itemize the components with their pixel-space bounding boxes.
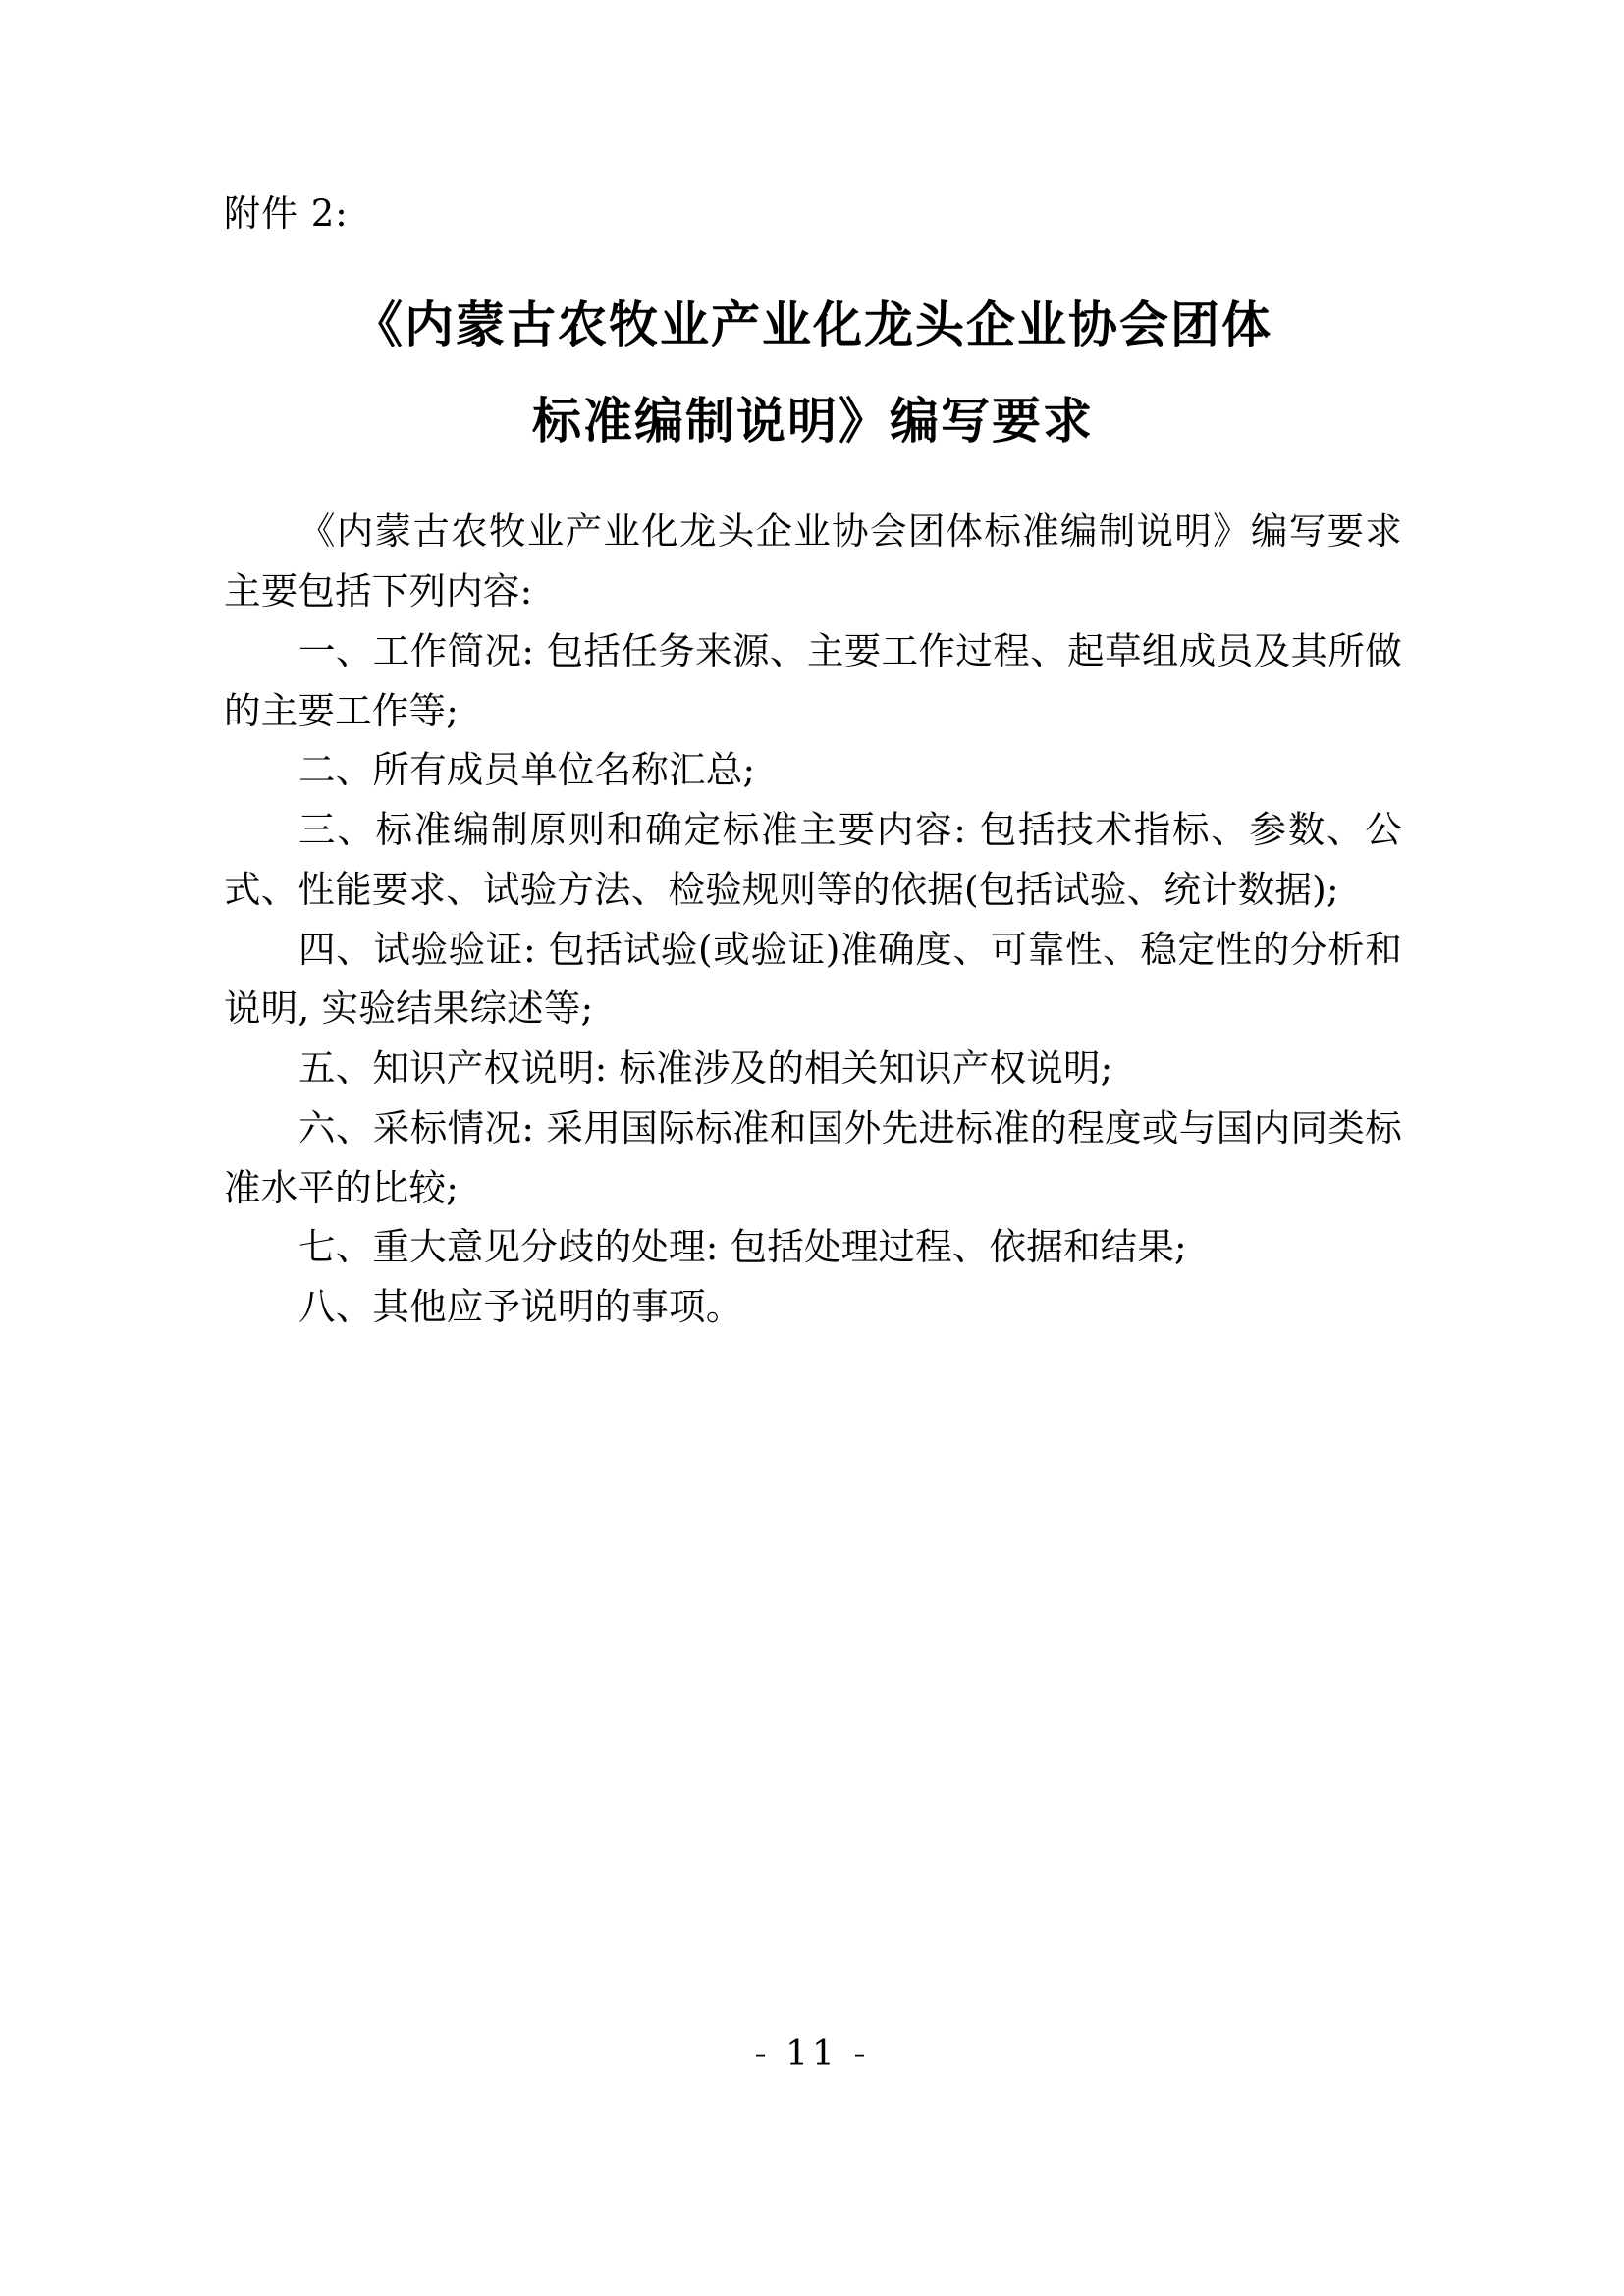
paragraph: 一、工作简况: 包括任务来源、主要工作过程、起草组成员及其所做的主要工作等;	[224, 628, 1402, 732]
page-content	[224, 192, 1402, 1337]
page-title-line-2: 标准编制说明》编写要求	[532, 391, 1094, 450]
paragraph: 六、采标情况: 采用国际标准和国外先进标准的程度或与国内同类标准水平的比较;	[224, 1105, 1402, 1209]
body-text	[224, 502, 1402, 1337]
paragraph: 二、所有成员单位名称汇总;	[298, 748, 756, 792]
paragraph: 八、其他应予说明的事项。	[298, 1285, 743, 1329]
attachment-label: 附件 2:	[224, 192, 349, 235]
page-title-line-1: 《内蒙古农牧业产业化龙头企业协会团体	[353, 295, 1272, 354]
page-title	[224, 277, 1402, 468]
paragraph: 五、知识产权说明: 标准涉及的相关知识产权说明;	[298, 1046, 1113, 1091]
page-number: - 11 -	[754, 2034, 870, 2074]
paragraph: 四、试验验证: 包括试验(或验证)准确度、可靠性、稳定性的分析和说明, 实验结果综述等;	[224, 927, 1402, 1031]
paragraph: 七、重大意见分歧的处理: 包括处理过程、依据和结果;	[298, 1225, 1187, 1269]
paragraph: 《内蒙古农牧业产业化龙头企业协会团体标准编制说明》编写要求主要包括下列内容:	[224, 509, 1402, 614]
paragraph: 三、标准编制原则和确定标准主要内容: 包括技术指标、参数、公式、性能要求、试验方法、检验规则等的依据(包括试验、统计数据);	[224, 808, 1402, 911]
